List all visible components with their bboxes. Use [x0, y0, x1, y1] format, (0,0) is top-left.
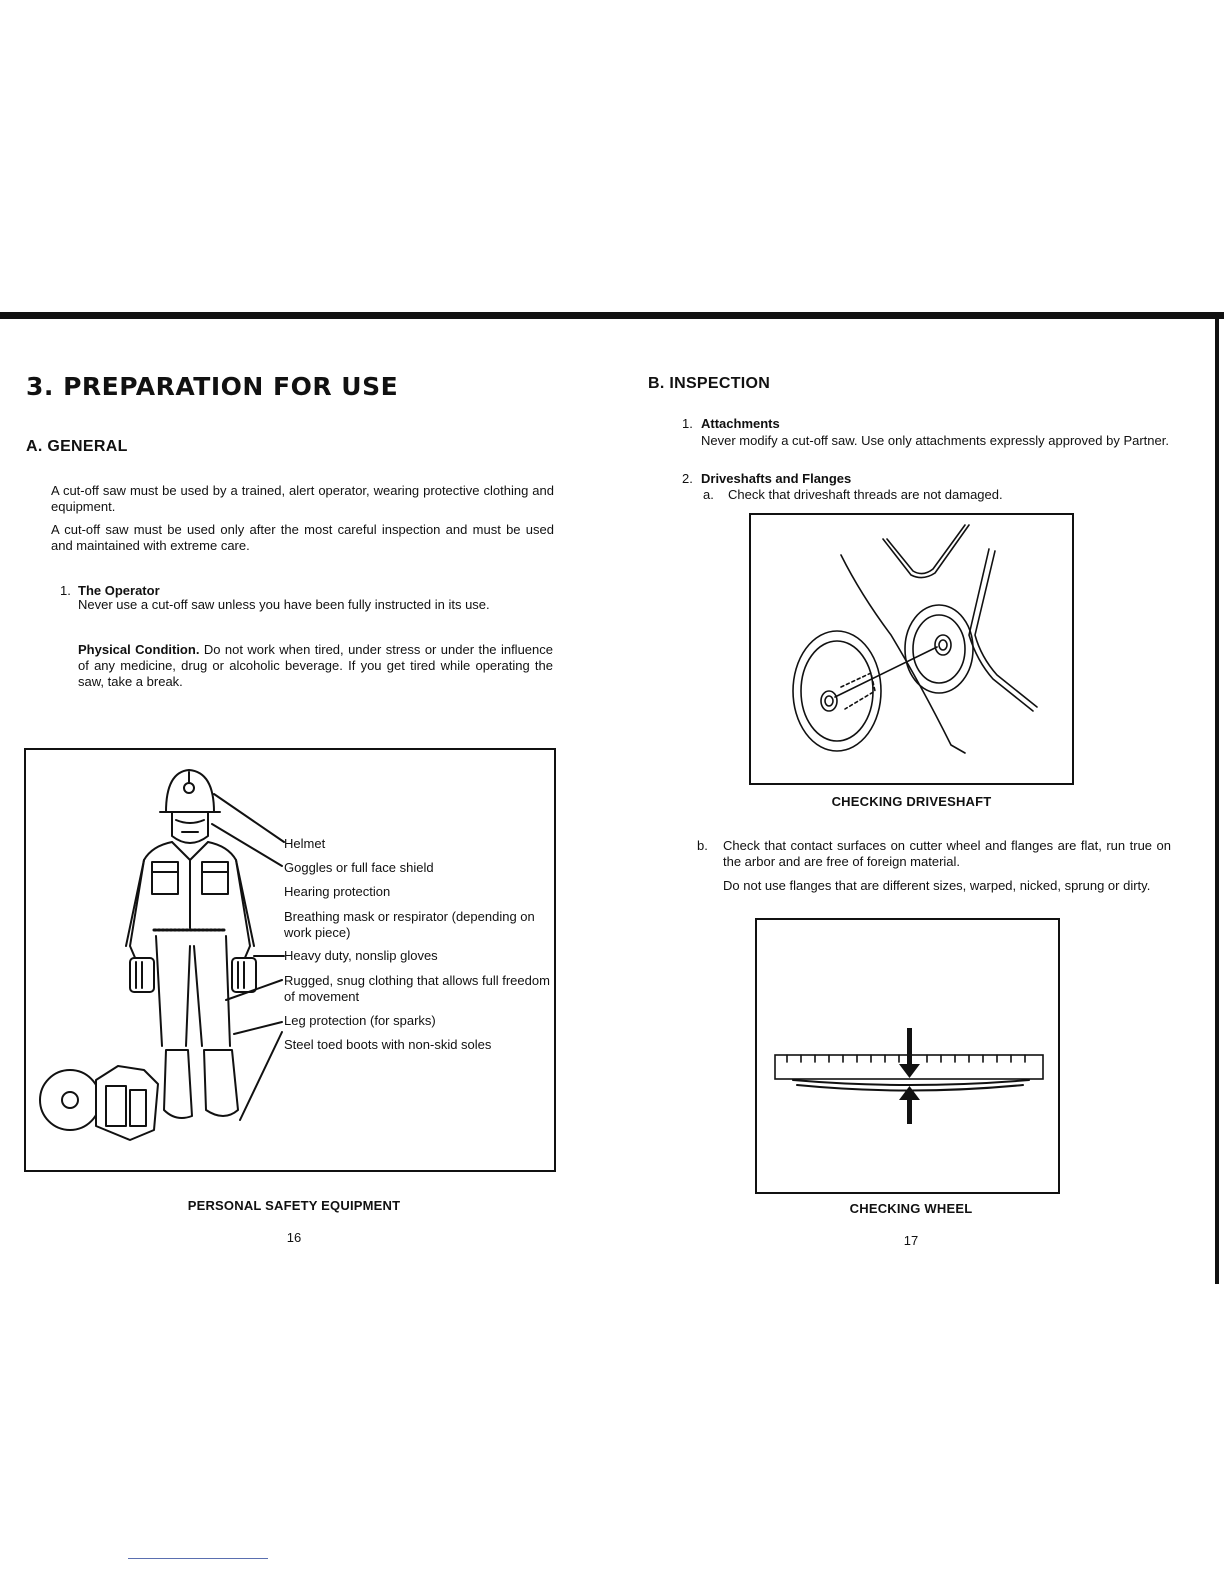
attachments-title: Attachments	[701, 416, 780, 431]
item-1-text: Never use a cut-off saw unless you have been fully instructed in its use.	[78, 597, 490, 612]
section-b-heading: B. INSPECTION	[648, 375, 771, 392]
physical-condition-label: Physical Condition.	[78, 642, 200, 657]
physical-condition-paragraph	[78, 642, 553, 690]
ppe-label-boots: Steel toed boots with non-skid soles	[284, 1037, 492, 1052]
ppe-label-hearing: Hearing protection	[284, 884, 391, 899]
ppe-figure-caption: PERSONAL SAFETY EQUIPMENT	[187, 1198, 401, 1213]
item-1-title: The Operator	[78, 583, 160, 598]
ppe-label-leg-protection: Leg protection (for sparks)	[284, 1013, 436, 1028]
ppe-label-clothing: Rugged, snug clothing that allows full freedom of movement	[284, 973, 550, 1004]
ppe-label-breathing: Breathing mask or respirator (depending on work piece)	[284, 909, 535, 940]
item-2b-text: Check that contact surfaces on cutter wheel and flanges are flat, run true on the arbor and are free of foreign material.	[723, 838, 1171, 869]
bottom-underline	[128, 1558, 268, 1559]
right-border-rule	[1215, 312, 1219, 1284]
physical-condition-text: Do not work when tired, under stress or under the influence of any medicine, drug or alcoholic beverage. If you get tired while operating the saw, take a break.	[78, 642, 553, 689]
checking-wheel-illustration	[757, 920, 1062, 1196]
item-1-number: 1.	[60, 583, 71, 598]
ppe-label-helmet: Helmet	[284, 836, 326, 851]
driveshaft-figure-caption: CHECKING DRIVESHAFT	[831, 794, 992, 809]
intro-paragraph-2: A cut-off saw must be used only after the most careful inspection and must be used and maintained with extreme care.	[51, 522, 554, 553]
page-number-left: 16	[286, 1230, 302, 1245]
driveshafts-number: 2.	[682, 471, 693, 486]
section-a-heading: A. GENERAL	[26, 438, 128, 455]
item-2a-letter: a.	[703, 487, 714, 502]
item-2b-text-2: Do not use flanges that are different sizes, warped, nicked, sprung or dirty.	[723, 878, 1151, 893]
chapter-title: 3. PREPARATION FOR USE	[26, 372, 399, 401]
driveshaft-illustration	[751, 515, 1076, 787]
checking-wheel-figure	[755, 918, 1060, 1194]
attachments-number: 1.	[682, 416, 693, 431]
intro-paragraph-1: A cut-off saw must be used by a trained, alert operator, wearing protective clothing and equipment.	[51, 483, 554, 514]
page-number-right: 17	[903, 1233, 919, 1248]
ppe-label-goggles: Goggles or full face shield	[284, 860, 434, 875]
ppe-figure	[24, 748, 556, 1172]
driveshafts-title: Driveshafts and Flanges	[701, 471, 852, 486]
driveshaft-figure	[749, 513, 1074, 785]
item-2b-letter: b.	[697, 838, 708, 853]
item-2a-text: Check that driveshaft threads are not damaged.	[728, 487, 1003, 502]
checking-wheel-caption: CHECKING WHEEL	[849, 1201, 973, 1216]
attachments-text: Never modify a cut-off saw. Use only attachments expressly approved by Partner.	[701, 433, 1169, 448]
ppe-label-gloves: Heavy duty, nonslip gloves	[284, 948, 438, 963]
top-border-rule	[0, 312, 1224, 319]
